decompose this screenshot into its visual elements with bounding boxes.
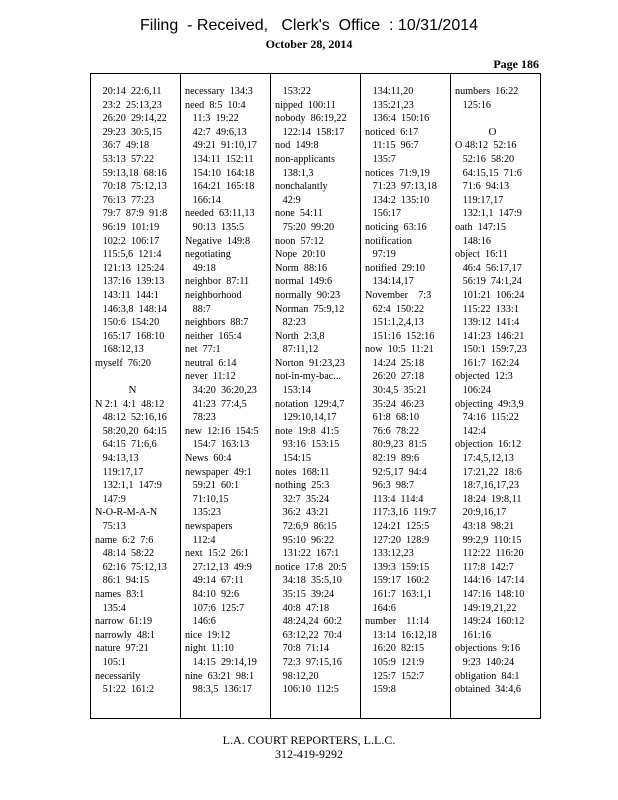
index-line: 63:12,22 70:4 bbox=[275, 629, 342, 641]
index-line: 135:4 bbox=[95, 602, 126, 614]
index-line: 127:20 128:9 bbox=[365, 534, 430, 546]
index-line: 149:24 160:12 bbox=[455, 616, 525, 628]
index-line: 156:17 bbox=[365, 208, 401, 220]
index-line: 61:8 68:10 bbox=[365, 412, 420, 424]
index-line: 62:16 75:12,13 bbox=[95, 561, 167, 573]
index-line: obtained 34:4,6 bbox=[455, 684, 521, 696]
index-line: 106:24 bbox=[455, 385, 491, 397]
index-line: 150:1 159:7,23 bbox=[455, 344, 527, 356]
index-line: 131:22 167:1 bbox=[275, 548, 340, 560]
index-line: O 48:12 52:16 bbox=[455, 140, 517, 152]
index-column-2 bbox=[180, 74, 270, 718]
index-line: 139:3 159:15 bbox=[365, 561, 430, 573]
index-line: 14:24 25:18 bbox=[365, 357, 425, 369]
index-table bbox=[90, 73, 541, 719]
index-line: neighborhood bbox=[185, 289, 242, 301]
index-line: 143:11 144:1 bbox=[95, 289, 159, 301]
index-line: narrowly 48:1 bbox=[95, 629, 155, 641]
index-line: 133:12,23 bbox=[365, 548, 414, 560]
index-line: 88:7 bbox=[185, 303, 211, 315]
index-letter-heading: N bbox=[128, 384, 137, 397]
index-line: 86:1 94:15 bbox=[95, 575, 150, 587]
index-line: 43:18 98:21 bbox=[455, 521, 515, 532]
index-line: 125:7 152:7 bbox=[365, 670, 425, 682]
index-line: 153:14 bbox=[275, 385, 311, 397]
index-line: notified 29:10 bbox=[365, 262, 425, 274]
index-line: 49:21 91:10,17 bbox=[185, 140, 257, 152]
index-line: 92:5,17 94:4 bbox=[365, 466, 427, 478]
index-line: 70:8 71:14 bbox=[275, 643, 330, 655]
index-line: 154:10 164:18 bbox=[185, 167, 255, 179]
index-line: 159:8 bbox=[365, 684, 396, 696]
index-line: 17:21,22 18:6 bbox=[455, 466, 522, 478]
index-line: 165:17 168:10 bbox=[95, 330, 165, 342]
index-line: 164:6 bbox=[365, 602, 396, 614]
index-line: 93:16 153:15 bbox=[275, 439, 340, 451]
index-line: 82:23 bbox=[275, 317, 306, 329]
index-line: 122:14 158:17 bbox=[275, 126, 345, 138]
index-line: 29:23 30:5,15 bbox=[95, 126, 162, 138]
index-line: 20:9,16,17 bbox=[455, 507, 507, 519]
index-line: nobody 86:19,22 bbox=[275, 113, 347, 125]
index-line: now 10:5 11:21 bbox=[365, 344, 434, 356]
index-line: 20:14 22:6,11 bbox=[95, 86, 162, 97]
index-line: 84:10 92:6 bbox=[185, 588, 240, 600]
index-line: News 60:4 bbox=[185, 453, 232, 465]
index-line: 99:2,9 110:15 bbox=[455, 534, 522, 546]
index-line: 64:15 71:6,6 bbox=[95, 439, 157, 451]
index-line: new 12:16 154:5 bbox=[185, 425, 259, 437]
index-line: nipped 100:11 bbox=[275, 99, 336, 111]
index-line: 32:7 35:24 bbox=[275, 493, 330, 505]
index-line: 161:7 162:24 bbox=[455, 357, 520, 369]
index-line: 119:17,17 bbox=[455, 194, 504, 206]
index-line: need 8:5 10:4 bbox=[185, 99, 246, 111]
index-line: Norton 91:23,23 bbox=[275, 357, 345, 369]
index-line: 23:2 25:13,23 bbox=[95, 99, 162, 111]
index-line: noticed 6:17 bbox=[365, 126, 419, 138]
index-line: 48:24,24 60:2 bbox=[275, 616, 342, 628]
index-line: 154:7 163:13 bbox=[185, 439, 250, 451]
index-line: N 2:1 4:1 48:12 bbox=[95, 398, 165, 410]
index-line: 58:20,20 64:15 bbox=[95, 425, 167, 437]
index-line: 113:4 114:4 bbox=[365, 493, 424, 505]
index-line: 129:10,14,17 bbox=[275, 412, 337, 424]
index-line: nine 63:21 98:1 bbox=[185, 670, 255, 682]
index-line: 62:4 150:22 bbox=[365, 303, 425, 315]
index-line: 72:3 97:15,16 bbox=[275, 656, 342, 668]
index-line: 64:15,15 71:6 bbox=[455, 167, 522, 179]
index-line: next 15:2 26:1 bbox=[185, 548, 249, 560]
index-line: 18:24 19:8,11 bbox=[455, 493, 522, 505]
index-line: 138:1,3 bbox=[275, 167, 314, 179]
index-line: neither 165:4 bbox=[185, 330, 242, 342]
index-line: 154:15 bbox=[275, 453, 311, 465]
index-line: 87:11,12 bbox=[275, 344, 319, 356]
index-line: 135:21,23 bbox=[365, 99, 414, 111]
index-line: neutral 6:14 bbox=[185, 357, 237, 369]
index-line: 112:4 bbox=[185, 534, 216, 546]
index-column-4 bbox=[360, 74, 450, 718]
index-line: 9:23 140:24 bbox=[455, 656, 515, 668]
index-line: 161:7 163:1,1 bbox=[365, 588, 432, 600]
index-line: 148:16 bbox=[455, 235, 491, 247]
index-line: 146:6 bbox=[185, 616, 216, 628]
index-line: numbers 16:22 bbox=[455, 86, 519, 97]
filing-stamp: Filing - Received, Clerk's Office : 10/31/2014 bbox=[139, 17, 479, 34]
index-line: objecting 49:3,9 bbox=[455, 398, 524, 410]
index-line: 80:9,23 81:5 bbox=[365, 439, 427, 451]
index-line: 153:22 bbox=[275, 86, 311, 97]
index-line: 26:20 29:14,22 bbox=[95, 113, 167, 125]
index-line: none 54:11 bbox=[275, 208, 323, 220]
index-line: 151:1,2,4,13 bbox=[365, 317, 424, 329]
index-line: 134:11,20 bbox=[365, 86, 414, 97]
index-line: 95:10 96:22 bbox=[275, 534, 335, 546]
index-line: 124:21 125:5 bbox=[365, 521, 430, 532]
index-line: 134:11 152:11 bbox=[185, 153, 254, 165]
index-line: 17:4,5,12,13 bbox=[455, 453, 514, 465]
index-line: 46:4 56:17,17 bbox=[455, 262, 522, 274]
index-line: 136:4 150:16 bbox=[365, 113, 430, 125]
index-line: objected 12:3 bbox=[455, 371, 513, 383]
index-line: 159:17 160:2 bbox=[365, 575, 430, 587]
index-line: 75:13 bbox=[95, 521, 126, 532]
index-line: 36:2 43:21 bbox=[275, 507, 330, 519]
index-line: 97:19 bbox=[365, 249, 396, 261]
hearing-date: October 28, 2014 bbox=[265, 37, 353, 51]
index-line: objections 9:16 bbox=[455, 643, 521, 655]
index-line: oath 147:15 bbox=[455, 221, 506, 233]
index-line: name 6:2 7:6 bbox=[95, 534, 154, 546]
index-line: 168:12,13 bbox=[95, 344, 144, 356]
index-line: 117:3,16 119:7 bbox=[365, 507, 437, 519]
index-line: 115:5,6 121:4 bbox=[95, 249, 162, 261]
index-column-5 bbox=[450, 74, 540, 718]
index-line: noon 57:12 bbox=[275, 235, 324, 247]
index-line: newspapers bbox=[185, 521, 233, 532]
index-line: 121:13 125:24 bbox=[95, 262, 165, 274]
index-line: 147:9 bbox=[95, 493, 126, 505]
index-line: night 11:10 bbox=[185, 643, 234, 655]
index-line: 11:3 19:22 bbox=[185, 113, 239, 125]
index-line: 56:19 74:1,24 bbox=[455, 276, 522, 288]
index-line: 150:6 154:20 bbox=[95, 317, 160, 329]
index-line: nothing 25:3 bbox=[275, 480, 330, 492]
index-line: necessary 134:3 bbox=[185, 86, 253, 97]
index-line: 98:12,20 bbox=[275, 670, 319, 682]
index-line: 49:14 67:11 bbox=[185, 575, 244, 587]
index-line: newspaper 49:1 bbox=[185, 466, 252, 478]
index-line: 41:23 77:4,5 bbox=[185, 398, 247, 410]
index-line: North 2:3,8 bbox=[275, 330, 325, 342]
index-line: 76:13 77:23 bbox=[95, 194, 155, 206]
index-line: myself 76:20 bbox=[95, 357, 152, 369]
index-line: 30:4,5 35:21 bbox=[365, 385, 427, 397]
index-line: noticing 63:16 bbox=[365, 221, 427, 233]
index-line: 16:20 82:15 bbox=[365, 643, 425, 655]
index-column-3 bbox=[270, 74, 360, 718]
reporter-company: L.A. COURT REPORTERS, L.L.C. bbox=[222, 733, 396, 747]
index-line: 105:1 bbox=[95, 656, 126, 668]
index-line: 132:1,1 147:9 bbox=[95, 480, 162, 492]
index-line: 59:21 60:1 bbox=[185, 480, 240, 492]
index-line: 135:7 bbox=[365, 153, 396, 165]
index-line: 98:3,5 136:17 bbox=[185, 684, 252, 696]
index-line: 75:20 99:20 bbox=[275, 221, 335, 233]
index-line: narrow 61:19 bbox=[95, 616, 153, 628]
index-line: 72:6,9 86:15 bbox=[275, 521, 337, 532]
index-line: 151:16 152:16 bbox=[365, 330, 435, 342]
index-line: notation 129:4,7 bbox=[275, 398, 345, 410]
index-line: 48:14 58:22 bbox=[95, 548, 155, 560]
index-line: 134:14,17 bbox=[365, 276, 414, 288]
index-line: notification bbox=[365, 235, 412, 247]
reporter-phone: 312-419-9292 bbox=[275, 747, 343, 761]
index-line: 161:16 bbox=[455, 629, 491, 641]
index-line: 40:8 47:18 bbox=[275, 602, 330, 614]
index-line: 76:6 78:22 bbox=[365, 425, 420, 437]
index-line: 35:24 46:23 bbox=[365, 398, 425, 410]
index-line: nonchalantly bbox=[275, 181, 328, 193]
index-line: 166:14 bbox=[185, 194, 221, 206]
index-line: November 7:3 bbox=[365, 289, 432, 301]
index-line: 107:6 125:7 bbox=[185, 602, 245, 614]
index-line: neighbors 88:7 bbox=[185, 317, 249, 329]
index-line: 132:1,1 147:9 bbox=[455, 208, 522, 220]
index-line: necessarily bbox=[95, 670, 141, 682]
index-line: 164:21 165:18 bbox=[185, 181, 255, 193]
index-line: 139:12 141:4 bbox=[455, 317, 520, 329]
index-letter-heading: O bbox=[488, 125, 497, 138]
index-line: 105:9 121:9 bbox=[365, 656, 425, 668]
index-line: normal 149:6 bbox=[275, 276, 333, 288]
index-line: 82:19 89:6 bbox=[365, 453, 420, 465]
index-line: non-applicants bbox=[275, 153, 335, 165]
index-line: 11:15 96:7 bbox=[365, 140, 419, 152]
index-line: 135:23 bbox=[185, 507, 221, 519]
index-line: 18:7,16,17,23 bbox=[455, 480, 519, 492]
index-line: 13:14 16:12,18 bbox=[365, 629, 437, 641]
index-line: Negative 149:8 bbox=[185, 235, 251, 247]
index-line: never 11:12 bbox=[185, 371, 236, 383]
index-line bbox=[95, 370, 180, 384]
index-line: notes 168:11 bbox=[275, 466, 330, 478]
index-line: Norm 88:16 bbox=[275, 262, 328, 274]
index-line: 70:18 75:12,13 bbox=[95, 181, 167, 193]
index-line: 134:2 135:10 bbox=[365, 194, 430, 206]
index-line: notice 17:8 20:5 bbox=[275, 561, 347, 573]
index-line: 71:10,15 bbox=[185, 493, 229, 505]
index-line: N-O-R-M-A-N bbox=[95, 507, 158, 519]
index-line: 48:12 52:16,16 bbox=[95, 412, 167, 424]
index-line: note 19:8 41:5 bbox=[275, 425, 339, 437]
index-line: net 77:1 bbox=[185, 344, 221, 356]
index-line: 51:22 161:2 bbox=[95, 684, 155, 696]
index-line: negotiating bbox=[185, 249, 231, 261]
index-line: 112:22 116:20 bbox=[455, 548, 524, 560]
index-line: normally 90:23 bbox=[275, 289, 341, 301]
index-line: 36:7 49:18 bbox=[95, 140, 150, 152]
index-line: 96:3 98:7 bbox=[365, 480, 414, 492]
index-line: 52:16 58:20 bbox=[455, 153, 515, 165]
index-line: 14:15 29:14,19 bbox=[185, 656, 257, 668]
index-line: 35:15 39:24 bbox=[275, 588, 335, 600]
index-line: 141:23 146:21 bbox=[455, 330, 525, 342]
index-line: names 83:1 bbox=[95, 588, 145, 600]
index-line: notices 71:9,19 bbox=[365, 167, 430, 179]
index-line: 96:19 101:19 bbox=[95, 221, 160, 233]
index-line: 79:7 87:9 91:8 bbox=[95, 208, 168, 220]
index-line: number 11:14 bbox=[365, 616, 430, 628]
index-line: 26:20 27:18 bbox=[365, 371, 425, 383]
index-line: 59:13,18 68:16 bbox=[95, 167, 167, 179]
index-line: 27:12,13 49:9 bbox=[185, 561, 252, 573]
index-line: 34:20 36:20,23 bbox=[185, 385, 257, 397]
index-line: 42:7 49:6,13 bbox=[185, 126, 247, 138]
index-line: 144:16 147:14 bbox=[455, 575, 525, 587]
index-line: nature 97:21 bbox=[95, 643, 149, 655]
index-line: 90:13 135:5 bbox=[185, 221, 245, 233]
index-line: 94:13,13 bbox=[95, 453, 139, 465]
index-line: 78:23 bbox=[185, 412, 216, 424]
index-line: 42:9 bbox=[275, 194, 301, 206]
index-line: 49:18 bbox=[185, 262, 216, 274]
index-column-1 bbox=[91, 74, 180, 718]
index-line: 137:16 139:13 bbox=[95, 276, 165, 288]
index-line: 101:21 106:24 bbox=[455, 289, 525, 301]
index-line: nod 149:8 bbox=[275, 140, 319, 152]
index-line: obligation 84:1 bbox=[455, 670, 520, 682]
index-line: neighbor 87:11 bbox=[185, 276, 250, 288]
index-line: Nope 20:10 bbox=[275, 249, 326, 261]
index-line: 71:23 97:13,18 bbox=[365, 181, 437, 193]
index-line: needed 63:11,13 bbox=[185, 208, 255, 220]
index-line: 117:8 142:7 bbox=[455, 561, 514, 573]
index-line: 125:16 bbox=[455, 99, 491, 111]
index-line: 142:4 bbox=[455, 425, 486, 437]
index-line: object 16:11 bbox=[455, 249, 508, 261]
index-line: nice 19:12 bbox=[185, 629, 231, 641]
index-line bbox=[455, 112, 540, 126]
index-line: objection 16:12 bbox=[455, 439, 522, 451]
index-line: 102:2 106:17 bbox=[95, 235, 160, 247]
index-line: 74:16 115:22 bbox=[455, 412, 519, 424]
index-line: 146:3,8 148:14 bbox=[95, 303, 167, 315]
index-line: Norman 75:9,12 bbox=[275, 303, 345, 315]
index-line: 115:22 133:1 bbox=[455, 303, 519, 315]
page-number: Page 186 bbox=[493, 57, 539, 71]
index-line: 34:18 35:5,10 bbox=[275, 575, 342, 587]
index-line: 147:16 148:10 bbox=[455, 588, 525, 600]
index-line: 149:19,21,22 bbox=[455, 602, 517, 614]
index-line: 53:13 57:22 bbox=[95, 153, 155, 165]
index-line: not-in-my-bac... bbox=[275, 371, 341, 383]
index-line: 71:6 94:13 bbox=[455, 181, 510, 193]
index-line: 106:10 112:5 bbox=[275, 684, 339, 696]
index-line: 119:17,17 bbox=[95, 466, 144, 478]
